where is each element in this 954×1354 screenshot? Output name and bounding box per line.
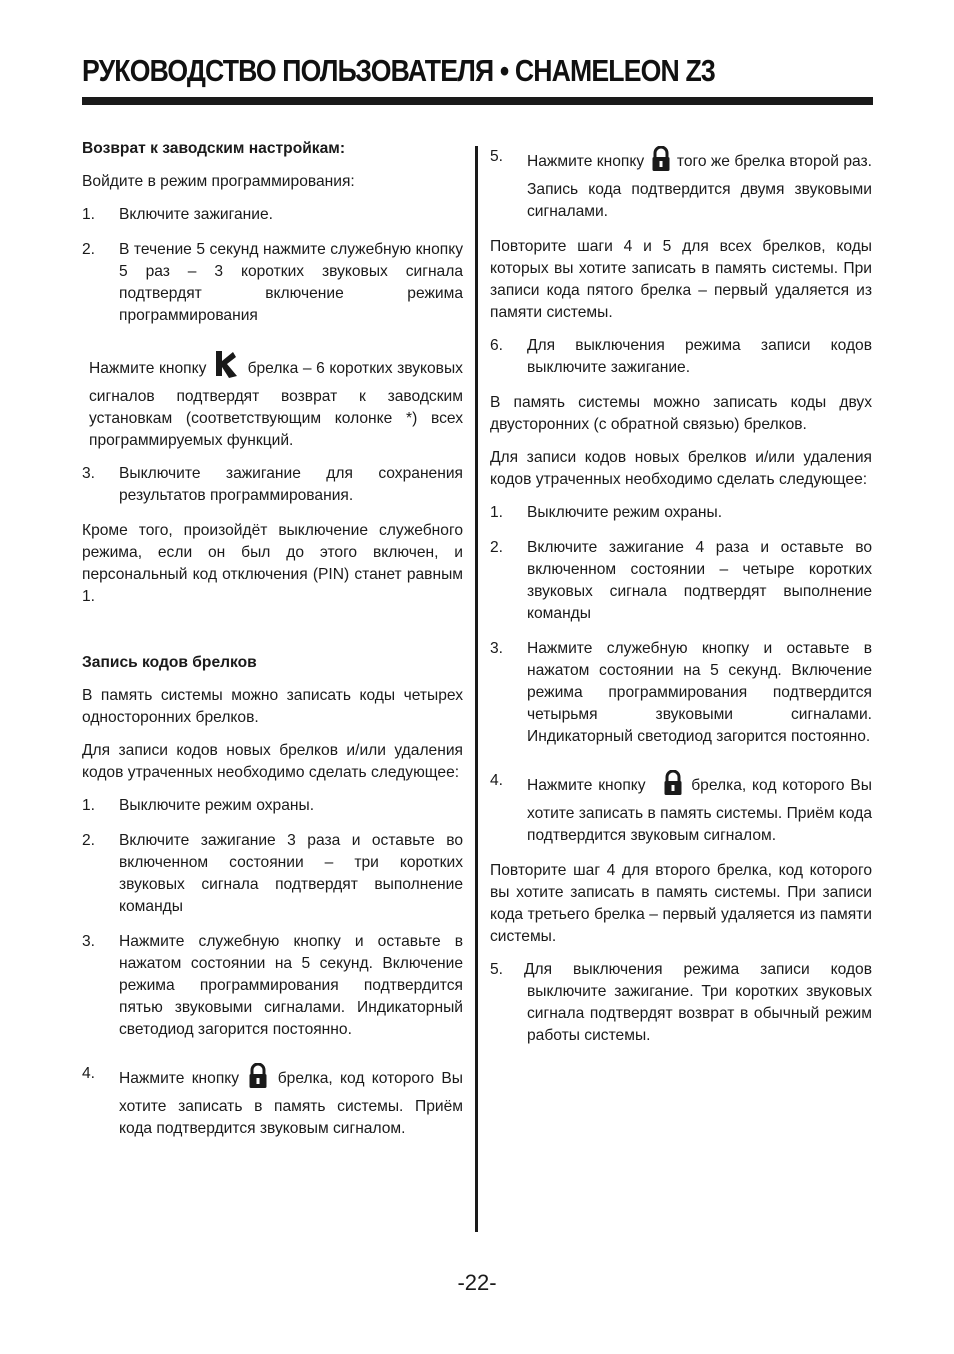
page-title: РУКОВОДСТВО ПОЛЬЗОВАТЕЛЯ • CHAMELEON Z3 — [82, 53, 715, 88]
step-text: Нажмите служебную кнопку и оставьте в нажатом состоянии на 5 секунд. Включение режима программирования подтвердится пятью звуковыми сигналами. Индикаторный светодиод загорится постоянно. — [119, 933, 463, 1038]
right-column — [490, 138, 872, 1047]
step-text: В течение 5 секунд нажмите служебную кнопку 5 раз – 3 коротких звуковых сигнала подтвердят включение режима программирования — [119, 241, 463, 324]
codes-paragraph-1: В память системы можно записать коды четырех односторонних брелков. — [82, 687, 463, 726]
step-number: 3. — [82, 933, 96, 950]
padlock-icon — [651, 146, 671, 179]
repeat-paragraph-2: Повторите шаг 4 для второго брелка, код которого вы хотите записать в память системы. При записи кода третьего брелка – первый удаляется из памяти системы. — [490, 862, 872, 945]
step-text — [527, 146, 872, 223]
step-5 — [490, 146, 872, 223]
step-text: Выключите режим охраны. — [119, 797, 315, 814]
step-number: 4. — [82, 1065, 96, 1082]
padlock-icon — [663, 770, 683, 803]
codes-heading: Запись кодов брелков — [82, 654, 257, 671]
step-number: 1. — [490, 504, 504, 521]
press-before: Нажмите кнопку — [89, 360, 207, 377]
two-way-step-2 — [490, 537, 872, 625]
step-number: 2. — [490, 539, 504, 556]
title-rule — [82, 97, 873, 105]
two-way-step-4 — [490, 770, 872, 847]
codes-step-4 — [82, 1063, 463, 1140]
column-divider — [475, 146, 478, 1232]
step-text: Выключите режим охраны. — [527, 504, 723, 521]
step-text — [119, 1063, 463, 1140]
step-6 — [490, 335, 872, 379]
reset-step-1 — [82, 204, 463, 226]
page-number: -22- — [457, 1270, 497, 1295]
press-after: того же брелка второй раз. Запись кода подтвердится двумя звуковыми сигналами. — [527, 153, 872, 220]
press-before: Нажмите кнопку — [527, 153, 645, 170]
press-after: брелка, код которого Вы хотите записать в память системы. Приём кода подтвердится звуковым сигналом. — [527, 777, 873, 844]
reset-heading: Возврат к заводским настройкам: — [82, 140, 346, 157]
step-text: Включите зажигание 3 раза и оставьте во включенном состоянии – три коротких звуковых сигнала подтвердят выполнение команды — [119, 832, 463, 915]
codes-step-1 — [82, 795, 463, 817]
repeat-paragraph-1: Повторите шаги 4 и 5 для всех брелков, коды которых вы хотите записать в память системы. При записи кода пятого брелка – первый удаляется из памяти системы. — [490, 238, 872, 321]
step-number: 1. — [82, 206, 96, 223]
step-number: 2. — [82, 241, 96, 258]
step-number: 6. — [490, 337, 504, 354]
step-text: Нажмите служебную кнопку и оставьте в нажатом состоянии на 5 секунд. Включение режима программирования подтвердится четырьмя звуковыми сигналами. Индикаторный светодиод загорится постоянно. — [527, 640, 872, 745]
step-text: Включите зажигание 4 раза и оставьте во включенном состоянии – четыре коротких звуковых сигнала подтвердят выполнение команды — [527, 539, 872, 622]
two-way-paragraph-2: Для записи кодов новых брелков и/или удаления кодов утраченных необходимо сделать следующее: — [490, 449, 872, 488]
step-text: Для выключения режима записи кодов выключите зажигание. Три коротких звуковых сигнала подтвердят возврат в обычный режим работы системы. — [523, 961, 872, 1044]
two-way-step-3 — [490, 638, 872, 748]
left-column — [82, 138, 463, 1140]
reset-note: Кроме того, произойдёт выключение служебного режима, если он был до этого включен, и персональный код отключения (PIN) станет равным 1. — [82, 522, 463, 605]
step-text: Включите зажигание. — [119, 206, 273, 223]
reset-intro: Войдите в режим программирования: — [82, 173, 355, 190]
reset-press-key — [82, 349, 463, 452]
step-number: 2. — [82, 832, 96, 849]
step-number: 3. — [490, 640, 504, 657]
step-text — [527, 770, 872, 847]
press-after: брелка, код которого Вы хотите записать в память системы. Приём кода подтвердится звуковым сигналом. — [119, 1070, 464, 1137]
press-before: Нажмите кнопку — [119, 1070, 240, 1087]
press-before: Нажмите кнопку — [527, 777, 646, 794]
step-number: 1. — [82, 797, 96, 814]
step-text: Для выключения режима записи кодов выключите зажигание. — [527, 337, 872, 376]
codes-step-2 — [82, 830, 463, 918]
codes-step-3 — [82, 931, 463, 1041]
step-number: 4. — [490, 772, 504, 789]
final-step — [490, 959, 872, 1047]
padlock-icon — [248, 1063, 268, 1096]
key-fob-arrow-icon — [213, 349, 241, 386]
two-way-step-1 — [490, 502, 872, 524]
reset-step-2 — [82, 239, 463, 327]
step-number: 5. — [490, 961, 504, 978]
step-number: 3. — [82, 465, 96, 482]
press-after: брелка – 6 коротких звуковых сигналов подтвердят возврат к заводским установкам (соответствующим колонке *) всех программируемых функций. — [89, 360, 463, 449]
step-number: 5. — [490, 148, 504, 165]
reset-step-3 — [82, 463, 463, 507]
two-way-paragraph-1: В память системы можно записать коды двух двусторонних (с обратной связью) брелков. — [490, 394, 872, 433]
step-text: Выключите зажигание для сохранения результатов программирования. — [119, 465, 463, 504]
codes-paragraph-2: Для записи кодов новых брелков и/или удаления кодов утраченных необходимо сделать следующее: — [82, 742, 463, 781]
